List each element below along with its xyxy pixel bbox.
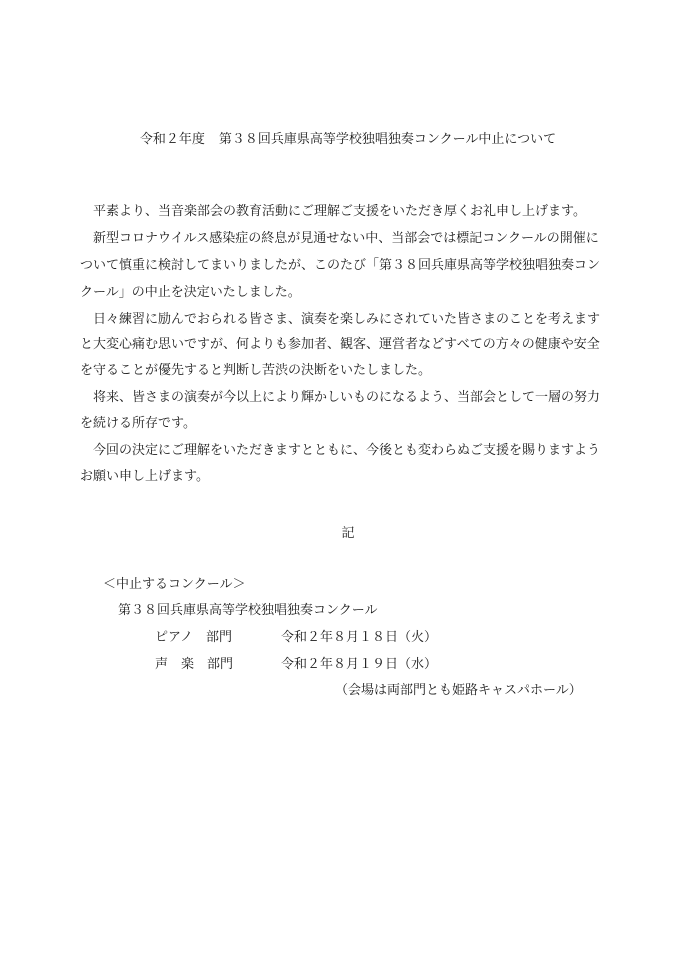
body-line: と大変心痛む思いですが、何よりも参加者、観客、運営者などすべての方々の健康や安全 xyxy=(80,337,600,352)
venue-note: （会場は両部門とも姫路キャスパホール） xyxy=(335,683,582,698)
vocal-division-date: 令和２年８月１９日（水） xyxy=(281,657,438,672)
piano-division-label: ピアノ 部門 xyxy=(155,630,232,645)
body-line: お願い申し上げます。 xyxy=(80,469,209,484)
body-line: 日々練習に励んでおられる皆さま、演奏を楽しみにされていた皆さまのことを考えます xyxy=(80,312,601,327)
body-line: 平素より、当音楽部会の教育活動にご理解ご支援をいただき厚くお礼申し上げます。 xyxy=(80,204,586,219)
contest-name: 第３８回兵庫県高等学校独唱独奏コンクール xyxy=(118,603,378,618)
body-line: 将来、皆さまの演奏が今以上により輝かしいものになるよう、当部会として一層の努力 xyxy=(80,390,601,405)
page-title xyxy=(0,131,696,149)
piano-division-date: 令和２年８月１８日（火） xyxy=(281,630,438,645)
title-text: 第３８回兵庫県高等学校独唱独奏コンクール中止について xyxy=(218,132,557,147)
body-line: を続ける所存です。 xyxy=(80,416,196,431)
ki-heading: 記 xyxy=(341,526,355,541)
body-line: 今回の決定にご理解をいただきますとともに、今後とも変わらぬご支援を賜りますよう xyxy=(80,443,601,458)
body-line: クール」の中止を決定いたしました。 xyxy=(80,285,301,300)
body-line: 新型コロナウイルス感染症の終息が見通せない中、当部会では標記コンクールの開催に xyxy=(80,231,599,246)
body-line: を守ることが優先すると判断し苦渋の決断をいたしました。 xyxy=(80,363,432,378)
body-line: ついて慎重に検討してまいりましたが、このたび「第３８回兵庫県高等学校独唱独奏コン xyxy=(80,258,601,273)
details-heading: ＜中止するコンクール＞ xyxy=(103,577,246,592)
vocal-division-label: 声 楽 部門 xyxy=(155,657,234,672)
title-year: 令和２年度 xyxy=(139,132,205,147)
